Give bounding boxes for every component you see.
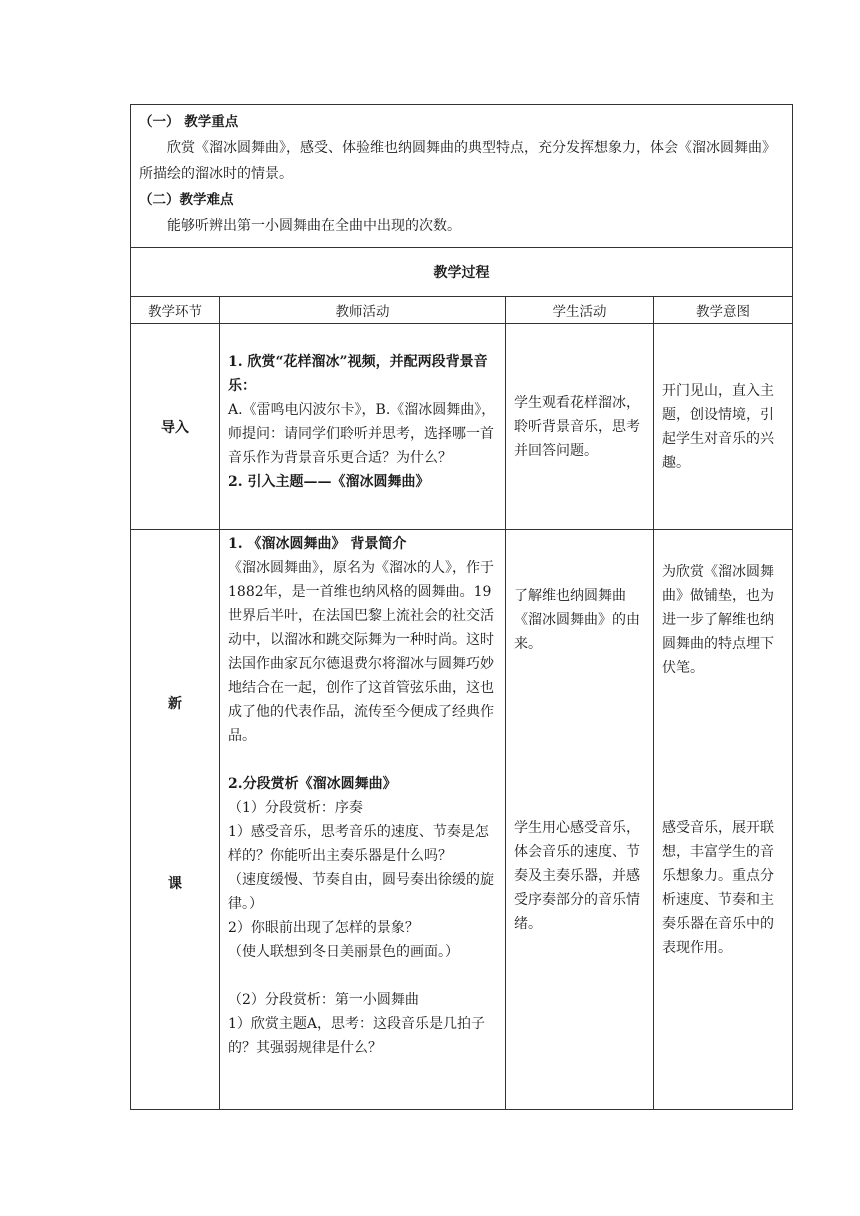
new-teacher-a-1: （速度缓慢、节奏自由，圆号奏出徐缓的旋律。） bbox=[228, 872, 494, 912]
new-teacher-q-3: 1）欣赏主题A，思考：这段音乐是几拍子的？其强弱规律是什么？ bbox=[228, 1016, 486, 1056]
intro-teacher-line-3: 2. 引入主题——《溜冰圆舞曲》 bbox=[228, 474, 430, 490]
new-stage bbox=[131, 530, 220, 1110]
new-lesson-row bbox=[131, 530, 793, 1110]
new-teacher-head-1: 1. 《溜冰圆舞曲》 背景简介 bbox=[228, 536, 407, 552]
intro-purpose: 开门见山，直入主题，创设情境，引起学生对音乐的兴趣。 bbox=[654, 324, 793, 530]
key-point-heading: （一） 教学重点 bbox=[139, 114, 239, 130]
lesson-table bbox=[130, 104, 793, 1110]
header-purpose: 教学意图 bbox=[654, 297, 793, 324]
intro-teacher bbox=[220, 324, 506, 530]
intro-teacher-line-2: A.《雷鸣电闪波尔卡》，B.《溜冰圆舞曲》，师提问：请同学们聆听并思考，选择哪一首音乐作为背景音乐更合适？为什么？ bbox=[228, 402, 496, 466]
new-purpose bbox=[654, 530, 793, 1110]
new-teacher-a-2: （使人联想到冬日美丽景色的画面。） bbox=[228, 944, 459, 960]
difficulty-heading: （二）教学难点 bbox=[139, 192, 234, 208]
header-stage: 教学环节 bbox=[131, 297, 220, 324]
key-point-text: 欣赏《溜冰圆舞曲》，感受、体验维也纳圆舞曲的典型特点，充分发挥想象力，体会《溜冰圆舞曲》所描绘的溜冰时的情景。 bbox=[139, 140, 776, 182]
difficulty-text: 能够听辨出第一小圆舞曲在全曲中出现的次数。 bbox=[167, 218, 461, 234]
intro-teacher-line-1: 1. 欣赏“花样溜冰”视频，并配两段背景音乐： bbox=[228, 354, 488, 394]
new-teacher-body-1: 《溜冰圆舞曲》，原名为《溜冰的人》，作于1882年，是一首维也纳风格的圆舞曲。19世界后半叶，在法国巴黎上流社会的社交活动中，以溜冰和跳交际舞为一种时尚。这时法国作曲家瓦尔德退费尔将溜冰与圆舞巧妙地结合在一起，创作了这首管弦乐曲，这也成了他的代表作品，流传至今便成了经典作品。 bbox=[228, 560, 494, 744]
focus-section bbox=[131, 105, 793, 248]
process-title: 教学过程 bbox=[131, 248, 793, 297]
header-student: 学生活动 bbox=[506, 297, 654, 324]
new-student bbox=[506, 530, 654, 1110]
new-student-2: 学生用心感受音乐，体会音乐的速度、节奏及主奏乐器，并感受序奏部分的音乐情绪。 bbox=[514, 820, 640, 932]
lesson-plan bbox=[130, 104, 792, 1110]
intro-student: 学生观看花样溜冰，聆听背景音乐，思考并回答问题。 bbox=[506, 324, 654, 530]
header-row bbox=[131, 297, 793, 324]
new-purpose-1: 为欣赏《溜冰圆舞曲》做铺垫，也为进一步了解维也纳圆舞曲的特点埋下伏笔。 bbox=[662, 564, 774, 676]
new-student-1: 了解维也纳圆舞曲《溜冰圆舞曲》的由来。 bbox=[514, 588, 640, 652]
new-stage-char-2: 课 bbox=[168, 876, 182, 892]
intro-row bbox=[131, 324, 793, 530]
new-teacher-sub-2: （2）分段赏析：第一小圆舞曲 bbox=[228, 992, 419, 1008]
new-teacher-head-2: 2.分段赏析《溜冰圆舞曲》 bbox=[228, 776, 397, 792]
new-teacher-q-2: 2）你眼前出现了怎样的景象？ bbox=[228, 920, 419, 936]
new-stage-char-1: 新 bbox=[168, 696, 182, 712]
new-teacher-q-1: 1）感受音乐，思考音乐的速度、节奏是怎样的？你能听出主奏乐器是什么吗？ bbox=[228, 824, 489, 864]
intro-stage: 导入 bbox=[131, 324, 220, 530]
new-teacher-sub-1: （1）分段赏析：序奏 bbox=[228, 800, 363, 816]
new-teacher bbox=[220, 530, 506, 1110]
new-purpose-2: 感受音乐，展开联想，丰富学生的音乐想象力。重点分析速度、节奏和主奏乐器在音乐中的表现作用。 bbox=[662, 820, 774, 956]
header-teacher: 教师活动 bbox=[220, 297, 506, 324]
